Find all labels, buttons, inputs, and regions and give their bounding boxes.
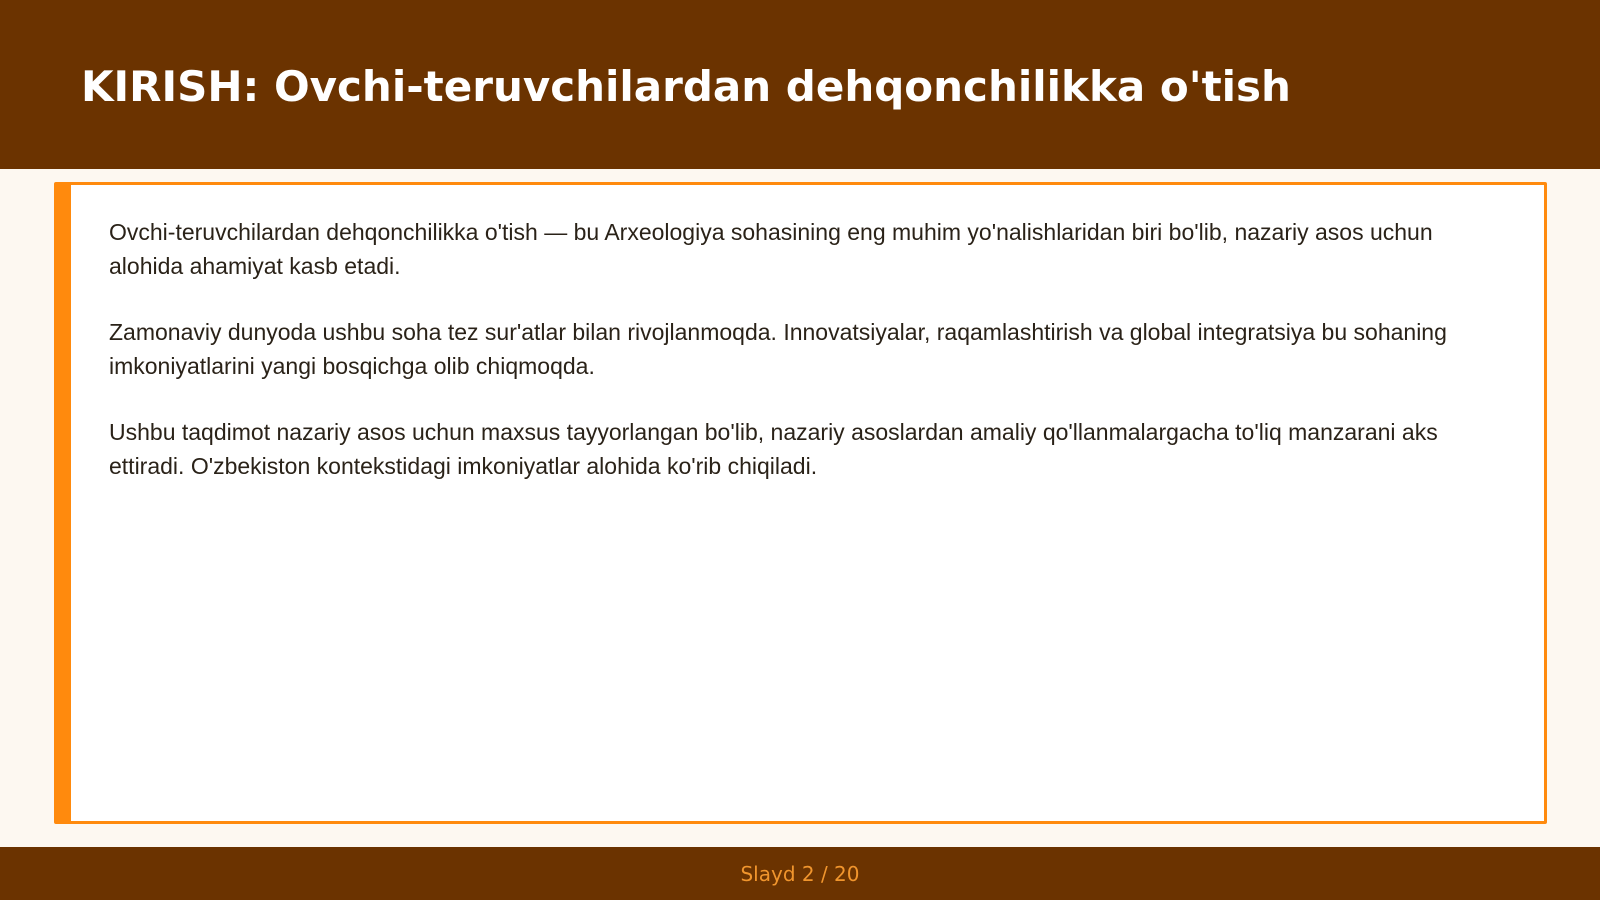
paragraph-intro: Ovchi-teruvchilardan dehqonchilikka o'tish — bu Arxeologiya sohasining eng muhim yo'nalishlaridan biri bo'lib, nazariy asos uchun alohida ahamiyat kasb etadi. [109, 219, 1433, 279]
slide-header [0, 0, 1600, 169]
slide-footer [0, 847, 1600, 900]
content-card [54, 182, 1547, 824]
paragraph-modern-world: Zamonaviy dunyoda ushbu soha tez sur'atlar bilan rivojlanmoqda. Innovatsiyalar, raqamlashtirish va global integratsiya bu sohaning imkoniyatlarini yangi bosqichga olib chiqmoqda. [109, 319, 1447, 379]
slide-counter: Slayd 2 / 20 [740, 862, 860, 886]
slide-title: KIRISH: Ovchi-teruvchilardan dehqonchilikka o'tish [81, 62, 1291, 111]
content-body [109, 215, 1499, 515]
paragraph-presentation-purpose: Ushbu taqdimot nazariy asos uchun maxsus tayyorlangan bo'lib, nazariy asoslardan amaliy qo'llanmalargacha to'liq manzarani aks ettiradi. O'zbekiston kontekstidagi imkoniyatlar alohida ko'rib chiqiladi. [109, 419, 1438, 479]
